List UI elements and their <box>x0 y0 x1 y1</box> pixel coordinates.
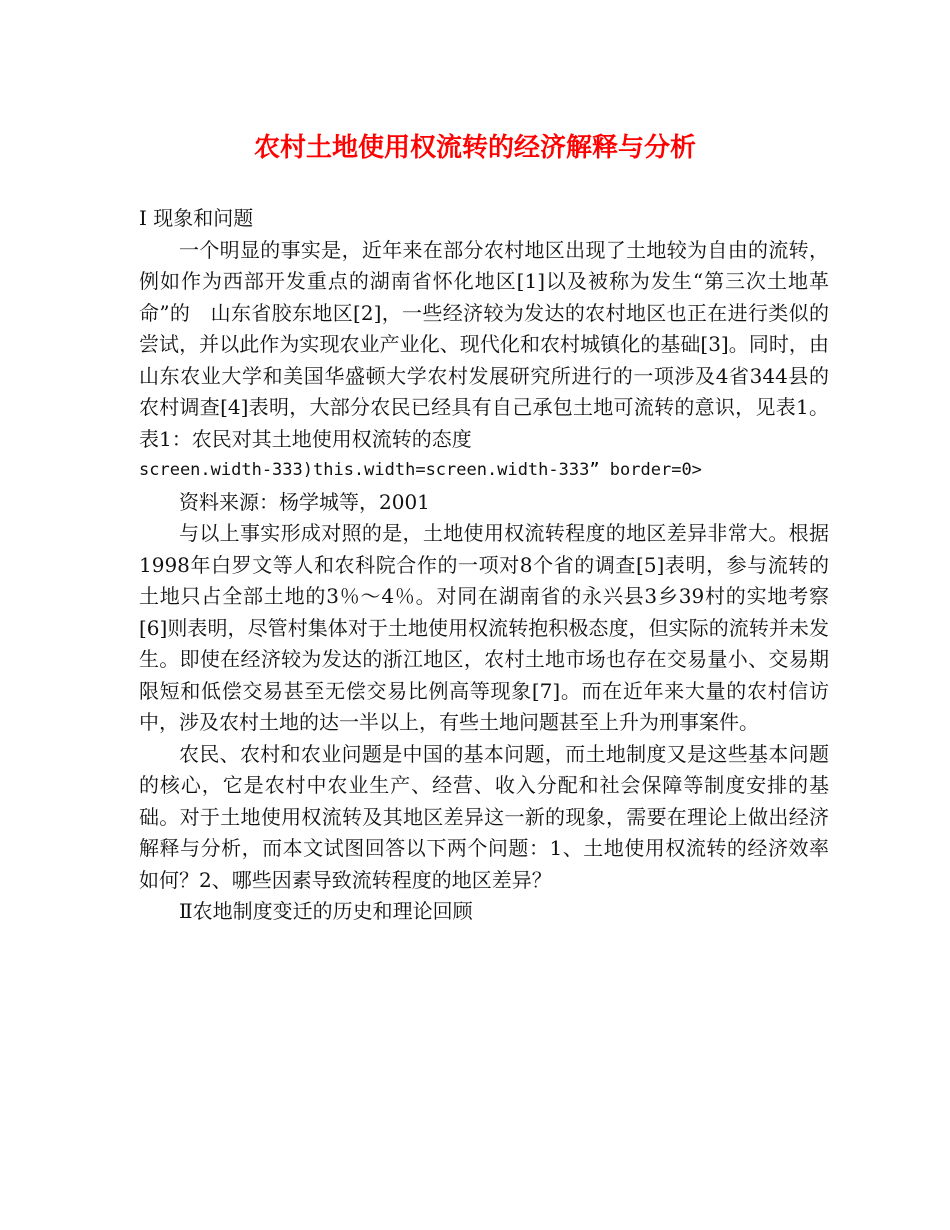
section-heading-1: Ⅰ 现象和问题 <box>139 206 254 230</box>
document-title: 农村土地使用权流转的经济解释与分析 <box>253 133 696 163</box>
document-body <box>139 203 829 928</box>
paragraph-3: 农民、农村和农业问题是中国的基本问题，而土地制度又是这些基本问题的核心，它是农村中农业生产、经营、收入分配和社会保障等制度安排的基础。对于土地使用权流转及其地区差异这一新的现象，需要在理论上做出经济解释与分析，而本文试图回答以下两个问题：1、土地使用权流转的经济效率如何？2、哪些因素导致流转程度的地区差异？ <box>139 741 829 892</box>
source-note: 资料来源：杨学城等，2001 <box>179 489 430 514</box>
paragraph-2: 与以上事实形成对照的是，土地使用权流转程度的地区差异非常大。根据1998年白罗文等人和农科院合作的一项对8个省的调查[5]表明，参与流转的土地只占全部土地的3％～4％。对同在湖南省的永兴县3乡39村的实地考察[6]则表明，尽管村集体对于土地使用权流转抱积极态度，但实际的流转并未发生。即使在经济较为发达的浙江地区，农村土地市场也存在交易量小、交易期限短和低偿交易甚至无偿交易比例高等现象[7]。而在近年来大量的农村信访中，涉及农村土地的达一半以上，有些土地问题甚至上升为刑事案件。 <box>139 521 829 734</box>
html-code-fragment: screen.width-333)this.width=screen.width-333” border=0> <box>139 460 702 480</box>
section-heading-2: Ⅱ农地制度变迁的历史和理论回顾 <box>179 899 473 923</box>
paragraph-1: 一个明显的事实是，近年来在部分农村地区出现了土地较为自由的流转，例如作为西部开发重点的湖南省怀化地区[1]以及被称为发生“第三次土地革命”的 山东省胶东地区[2]，一些经济较为发达的农村地区也正在进行类似的尝试，并以此作为实现农业产业化、现代化和农村城镇化的基础[3]。同时，由山东农业大学和美国华盛顿大学农村发展研究所进行的一项涉及4省344县的农村调查[4]表明，大部分农民已经具有自己承包土地可流转的意识，见表1。表1：农民对其土地使用权流转的态度 <box>139 237 829 451</box>
